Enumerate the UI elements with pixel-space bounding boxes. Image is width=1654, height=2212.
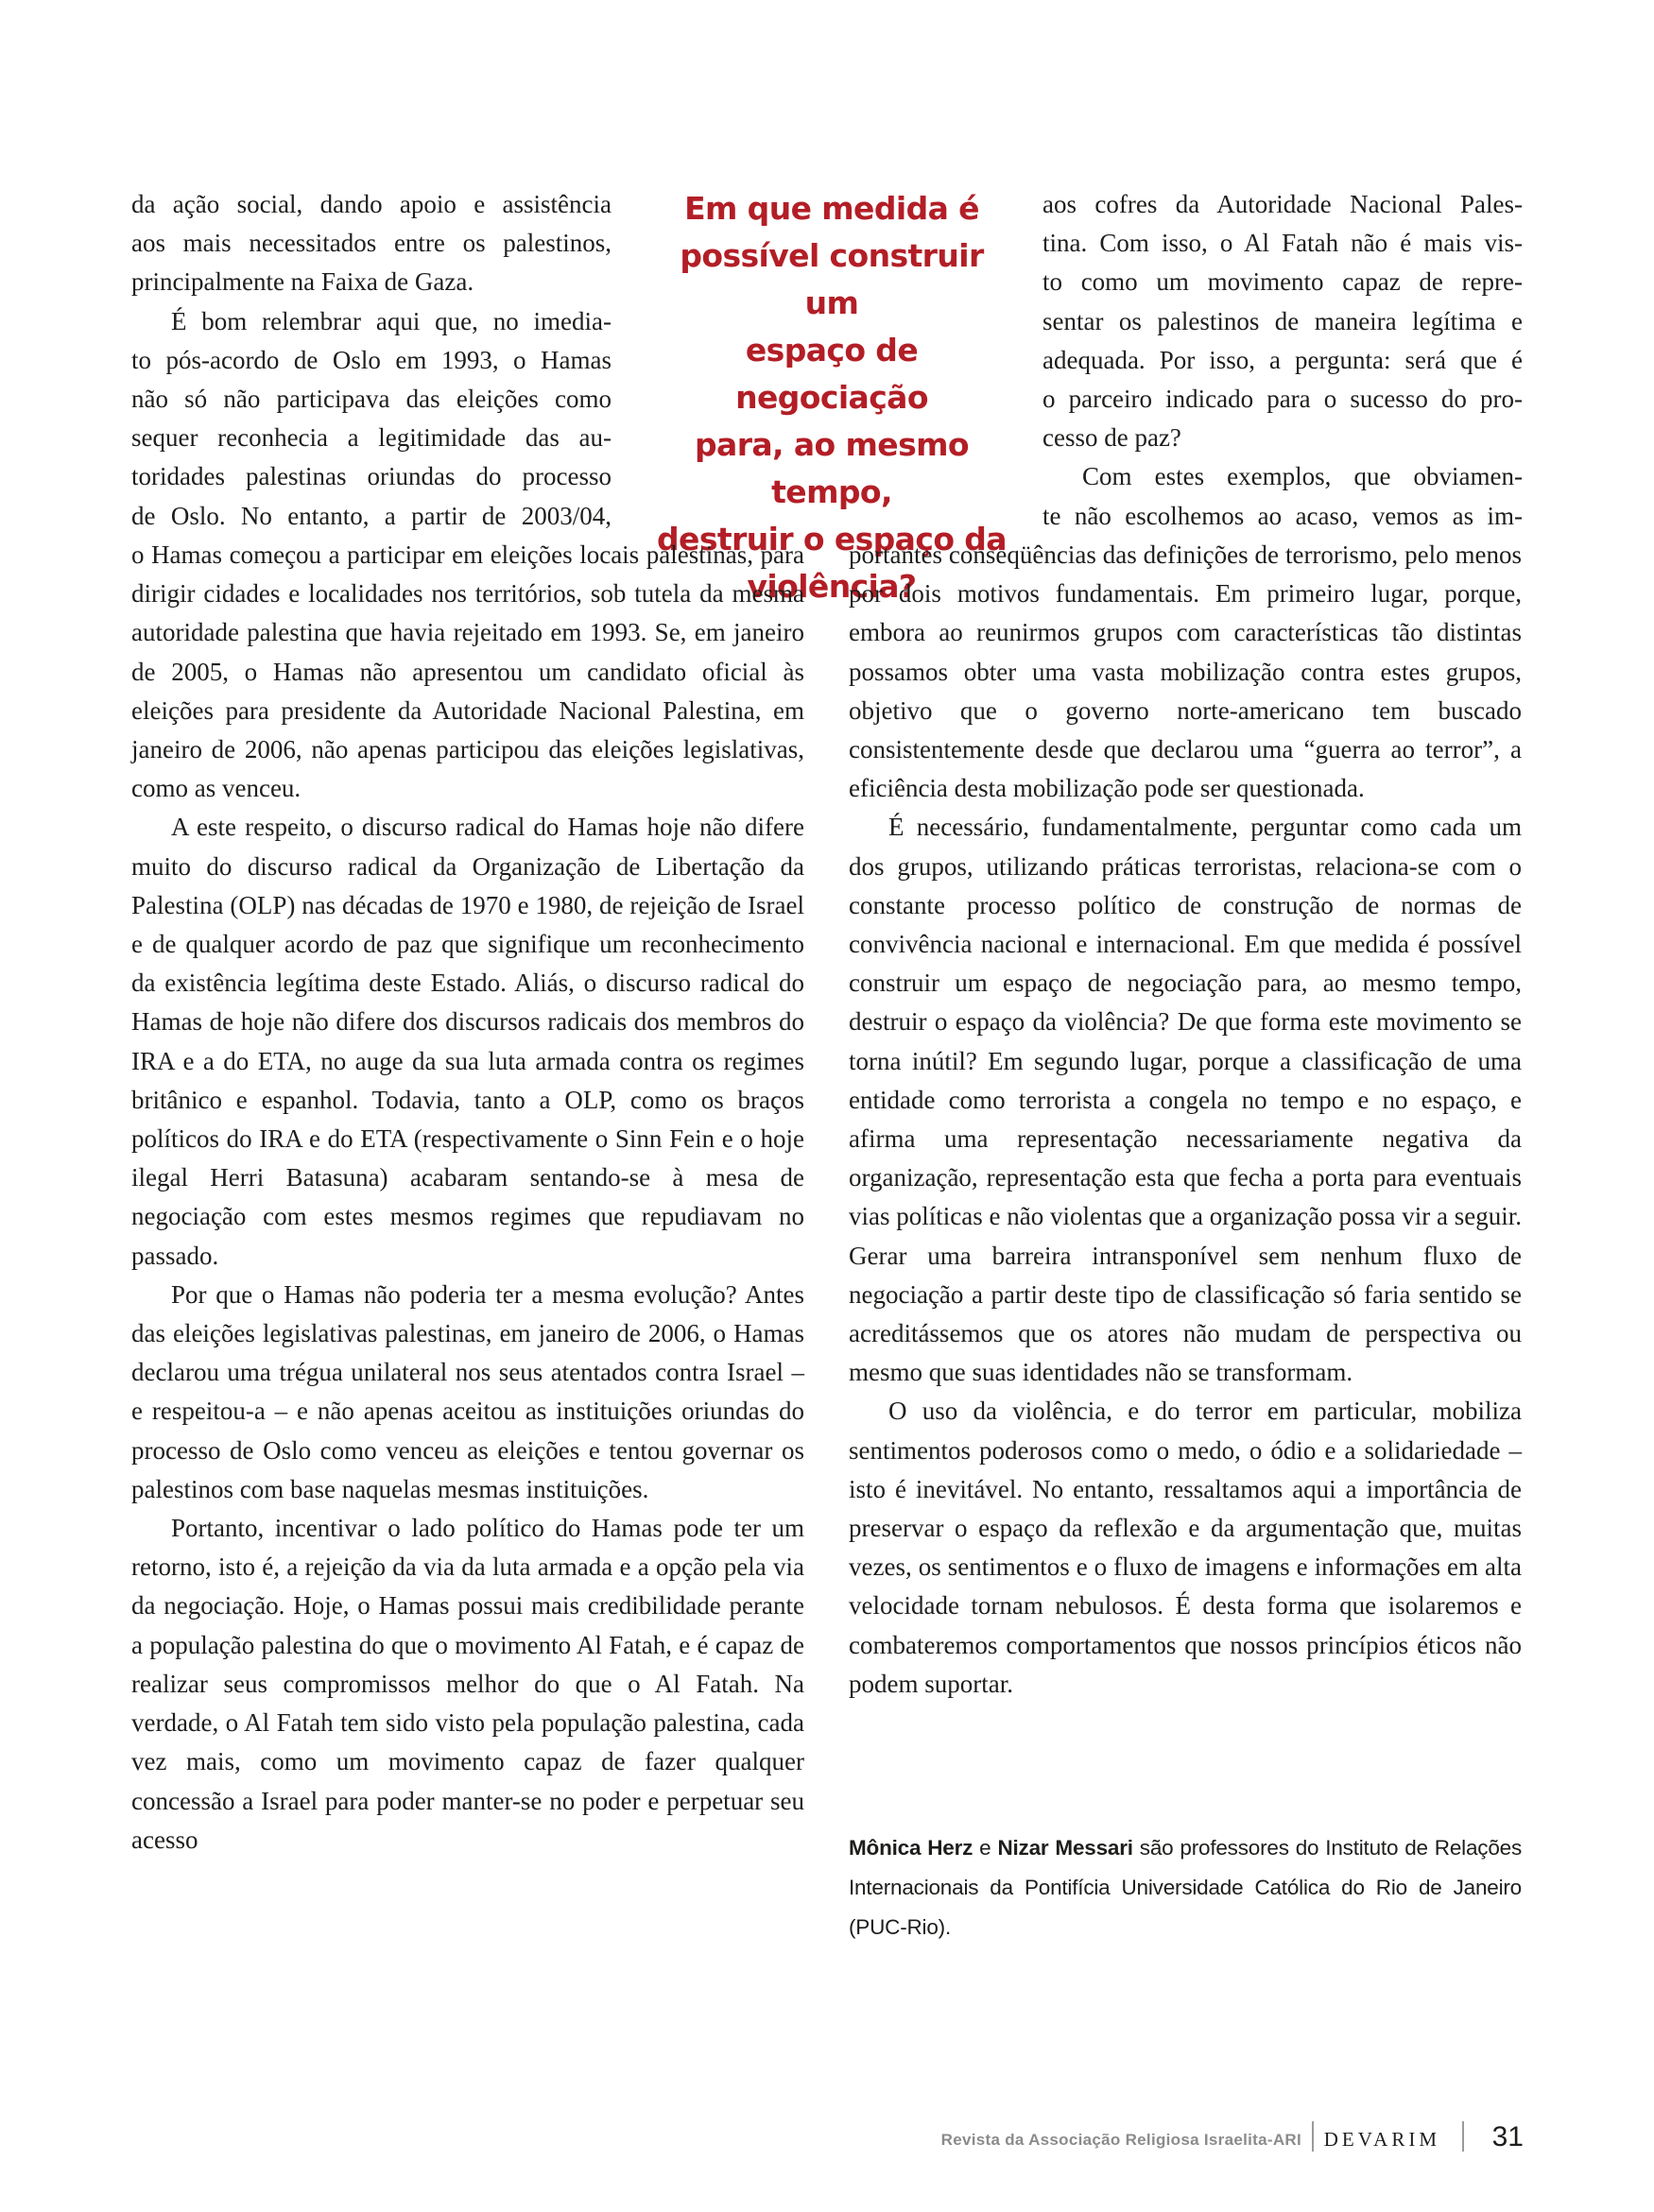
- footer-divider: [1312, 2121, 1314, 2152]
- text-line: toridades palestinas oriundas do processo: [131, 462, 612, 491]
- text-line: principalmente na Faixa de Gaza.: [131, 267, 474, 297]
- text-line: aos mais necessitados entre os palestinos,: [131, 229, 612, 258]
- page-footer: [0, 2121, 1524, 2159]
- text-line: Com estes exemplos, que obviamen-: [1082, 462, 1523, 491]
- page-number: 31: [1491, 2121, 1524, 2152]
- left-column-body: [131, 536, 804, 1860]
- pull-quote-line: violência?: [747, 568, 917, 605]
- magazine-name: Revista da Associação Religiosa Israelita-ARI: [940, 2131, 1301, 2149]
- text-line: É bom relembrar aqui que, no imedia-: [171, 306, 612, 335]
- right-column-top: [1042, 185, 1523, 536]
- paragraph: portantes conseqüências das definições de terrorismo, pelo menos por dois motivos fundamentais. Em primeiro lugar, porque, embora ao reunirmos grupos com características tão distintas possamos obter uma vasta mobilização contra estes grupos, objetivo que o governo norte-americano tem buscado consistentemente desde que declarou uma “guerra ao terror”, a eficiência desta mobilização pode ser questionada.: [849, 540, 1522, 803]
- pull-quote-line: Em que medida é: [684, 190, 979, 227]
- text-line: não só não participava das eleições como: [131, 385, 612, 414]
- paragraph: Portanto, incentivar o lado político do Hamas pode ter um retorno, isto é, a rejeição da via da luta armada e a opção pela via da negociação. Hoje, o Hamas possui mais credibilidade perante a população palestina do que o movimento Al Fatah, e é capaz de realizar seus compromissos melhor do que o Al Fatah. Na verdade, o Al Fatah tem sido visto pela população palestina, cada vez mais, como um movimento capaz de fazer qualquer concessão a Israel para poder manter-se no poder e perpetuar seu acesso: [131, 1514, 804, 1854]
- text-line: adequada. Por isso, a pergunta: será que é: [1042, 345, 1523, 374]
- text-line: sequer reconhecia a legitimidade das au-: [131, 423, 612, 453]
- pull-quote-line: destruir o espaço da: [657, 521, 1007, 557]
- brand-name: DEVARIM: [1323, 2128, 1440, 2151]
- paragraph: O uso da violência, e do terror em particular, mobiliza sentimentos poderosos como o medo, o ódio e a solidariedade – isto é inevitável. No entanto, ressaltamos aqui a importância de preservar o espaço da reflexão e da argumentação que, muitas vezes, os sentimentos e o fluxo de imagens e informações em alta velocidade tornam nebulosos. É desta forma que isolaremos e combateremos comportamentos que nossos princípios éticos não podem suportar.: [849, 1397, 1522, 1698]
- text-line: aos cofres da Autoridade Nacional Pales-: [1042, 190, 1523, 218]
- paragraph: Por que o Hamas não poderia ter a mesma evolução? Antes das eleições legislativas palestinas, em janeiro de 2006, o Hamas declarou uma trégua unilateral nos seus atentados contra Israel – e respeitou-a – e não apenas aceitou as instituições oriundas do processo de Oslo como venceu as eleições e tentou governar os palestinos com base naquelas mesmas instituições.: [131, 1279, 804, 1503]
- bio-text: são professores do Instituto de Relações Internacionais da Pontifícia Universidade Católica do Rio de Janeiro (PUC-Rio).: [849, 1836, 1522, 1939]
- text-line: tina. Com isso, o Al Fatah não é mais vis-: [1042, 229, 1523, 258]
- footer-divider: [1462, 2121, 1464, 2152]
- pull-quote-line: espaço de negociação: [735, 332, 928, 416]
- left-column-top: [131, 185, 612, 536]
- text-line: te não escolhemos ao acaso, vemos as im-: [1042, 501, 1523, 530]
- pull-quote-line: para, ao mesmo tempo,: [695, 426, 969, 510]
- pull-quote-line: possível construir um: [680, 237, 984, 321]
- text-line: sentar os palestinos de maneira legítima e: [1042, 306, 1523, 335]
- author-bio: [849, 1828, 1522, 1947]
- paragraph: É necessário, fundamentalmente, perguntar como cada um dos grupos, utilizando práticas terroristas, relaciona-se com o constante processo político de construção de normas de convivência nacional e internacional. Em que medida é possível construir um espaço de negociação para, ao mesmo tempo, destruir o espaço da violência? De que forma este movimento se torna inútil? Em segundo lugar, porque a classificação de uma entidade como terrorista a congela no tempo e no espaço, e afirma uma representação necessariamente negativa da organização, representação esta que fecha a porta para eventuais vias políticas e não violentas que a organização possa vir a seguir. Gerar uma barreira intransponível sem nenhum fluxo de negociação a partir deste tipo de classificação só faria sentido se acreditássemos que os atores não mudam de perspectiva ou mesmo que suas identidades não se transformam.: [849, 813, 1522, 1387]
- text-line: de Oslo. No entanto, a partir de 2003/04,: [131, 501, 612, 530]
- text-line: da ação social, dando apoio e assistência: [131, 190, 612, 218]
- text-line: to pós-acordo de Oslo em 1993, o Hamas: [131, 345, 612, 374]
- paragraph: o Hamas começou a participar em eleições locais palestinas, para dirigir cidades e localidades nos territórios, sob tutela da mesma autoridade palestina que havia rejeitado em 1993. Se, em janeiro de 2005, o Hamas não apresentou um candidato oficial às eleições para presidente da Autoridade Nacional Palestina, em janeiro de 2006, não apenas participou das eleições legislativas, como as venceu.: [131, 540, 804, 803]
- author-name: Mônica Herz: [849, 1836, 973, 1860]
- author-name: Nizar Messari: [997, 1836, 1133, 1860]
- text-line: cesso de paz?: [1042, 423, 1181, 453]
- text-line: o parceiro indicado para o sucesso do pro-: [1042, 385, 1523, 414]
- text-line: to como um movimento capaz de repre-: [1042, 267, 1523, 297]
- right-column-body: [849, 536, 1522, 1704]
- paragraph: A este respeito, o discurso radical do Hamas hoje não difere muito do discurso radical da Organização de Libertação da Palestina (OLP) nas décadas de 1970 e 1980, de rejeição de Israel e de qualquer acordo de paz que signifique um reconhecimento da existência legítima deste Estado. Aliás, o discurso radical do Hamas de hoje não difere dos discursos radicais dos membros do IRA e a do ETA, no auge da sua luta armada contra os regimes britânico e espanhol. Todavia, tanto a OLP, como os braços políticos do IRA e do ETA (respectivamente o Sinn Fein e o hoje ilegal Herri Batasuna) acabaram sentando-se à mesa de negociação com estes mesmos regimes que repudiavam no passado.: [131, 813, 804, 1270]
- bio-conjunction: e: [973, 1836, 998, 1860]
